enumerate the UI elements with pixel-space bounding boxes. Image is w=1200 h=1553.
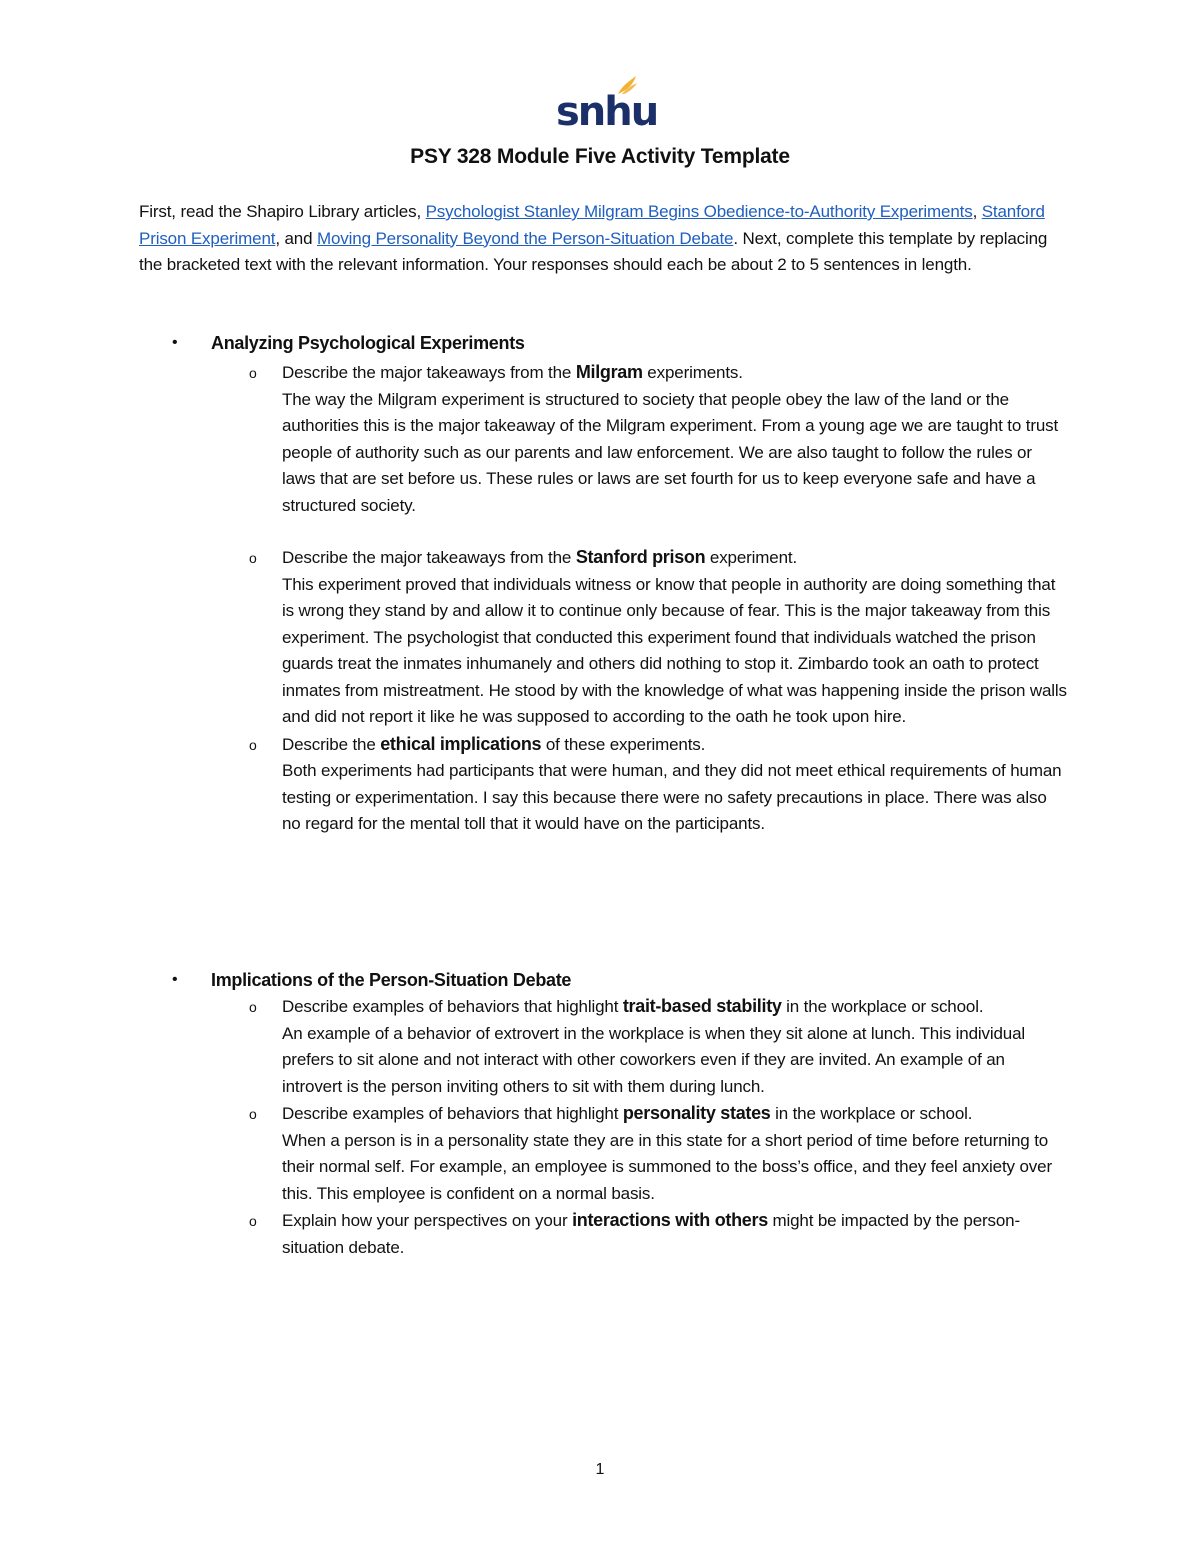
answer-text: When a person is in a personality state they are in this state for a short period of time before returning to their normal self. For example, an employee is summoned to the boss’s office, and they feel anxiety over this. This employee is confident on a normal basis. [282,1130,1052,1203]
link-stanford-article[interactable]: Stanford Prison Experiment [139,202,1045,248]
prompt-text: Describe the major takeaways from the [282,548,576,567]
list-item [139,359,1069,519]
link-milgram-article[interactable]: Psychologist Stanley Milgram Begins Obedience-to-Authority Experiments [425,202,973,221]
prompt-text: in the workplace or school. [781,997,984,1016]
list-item [139,544,1069,731]
link-person-situation-article[interactable]: Moving Personality Beyond the Person-Situation Debate [316,228,734,248]
section-analyzing-experiments [139,329,1069,838]
sub-bullet-icon: o [249,1213,257,1229]
sub-bullet-icon: o [249,1106,257,1122]
page-title: PSY 328 Module Five Activity Template [410,145,790,168]
prompt-text: Explain how your perspectives on your [282,1211,573,1230]
logo-text: snhu [556,89,658,135]
bullet-icon: • [172,971,178,988]
section-person-situation [139,966,1069,1261]
prompt-keyword: Stanford prison [575,547,706,567]
list-item [139,731,1069,838]
section-heading: Implications of the Person-Situation Debate [211,970,572,990]
answer-text: This experiment proved that individuals witness or know that people in authority are doing something that is wrong they stand by and allow it to continue only because of fear. This is the major takeaway from this experiment. The psychologist that conducted this experiment found that individuals watched the prison guards treat the inmates inhumanely and others did nothing to stop it. Zimbardo took an oath to protect inmates from mistreatment. He stood by with the knowledge of what was happening inside the prison walls and did not report it like he was supposed to according to the oath he took upon hire. [282,574,1067,726]
prompt-text: might be impacted by the person-situation debate. [282,1211,1020,1257]
sub-bullet-icon: o [249,550,257,566]
prompt-keyword: trait-based stability [622,996,782,1016]
prompt-text: Describe examples of behaviors that highlight [282,1104,623,1123]
sub-bullet-icon: o [249,365,257,381]
list-item [139,993,1069,1100]
prompt-text: Describe the major takeaways from the [282,363,576,382]
answer-text: An example of a behavior of extrovert in the workplace is when they sit alone at lunch. This individual prefers to sit alone and not interact with other coworkers even if they are invited. An example of an introvert is the person inviting others to sit with them during lunch. [282,1023,1026,1096]
answer-text: The way the Milgram experiment is structured to society that people obey the law of the land or the authorities this is the major takeaway of the Milgram experiment. From a young age we are taught to trust people of authority such as our parents and law enforcement. We are also taught to follow the rules or laws that are set before us. These rules or laws are set fourth for us to keep everyone safe and have a structured society. [282,389,1059,515]
prompt-text: Describe examples of behaviors that highlight [282,997,623,1016]
section-heading-row [139,966,1069,994]
intro-separator: , and [275,228,317,248]
section-heading: Analyzing Psychological Experiments [211,333,525,353]
prompt-text: of these experiments. [541,734,706,754]
prompt-text: in the workplace or school. [770,1104,973,1123]
sub-bullet-icon: o [249,999,257,1015]
prompt-text: experiments. [642,363,743,382]
snhu-logo [556,74,658,135]
prompt-keyword: personality states [622,1103,771,1123]
list-item [139,1100,1069,1207]
prompt-keyword: ethical implications [380,733,542,754]
list-item [139,1207,1069,1261]
section-heading-row [139,329,1069,357]
prompt-keyword: interactions with others [572,1210,768,1230]
prompt-keyword: Milgram [575,362,643,382]
answer-text: Both experiments had participants that were human, and they did not meet ethical requirements of human testing or experimentation. I say this because there were no safety precautions in place. There was also no regard for the mental toll that it would have on the participants. [282,761,1062,833]
intro-text: . Next, complete this template by replacing the bracketed text with the relevant information. Your responses should each be about 2 to 5 sentences in length. [139,228,1048,274]
page-number: 1 [595,1461,605,1478]
intro-paragraph [139,199,1064,279]
prompt-text: Describe the [282,734,381,754]
bullet-icon: • [172,334,178,351]
sub-bullet-icon: o [249,736,257,753]
intro-text: First, read the Shapiro Library articles, [139,202,426,221]
intro-separator: , [972,202,982,221]
prompt-text: experiment. [705,548,798,567]
